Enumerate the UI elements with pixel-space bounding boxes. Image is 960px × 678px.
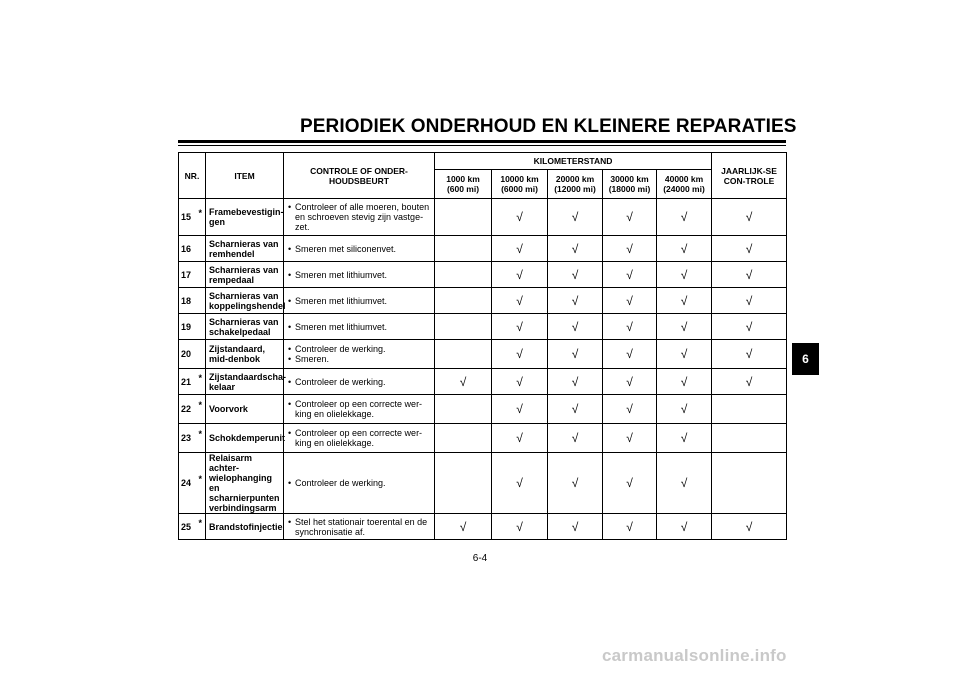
check-text: Controleer de werking. xyxy=(295,344,386,354)
interval-cell xyxy=(492,340,548,369)
interval-cell xyxy=(603,236,657,262)
check-mark-icon: √ xyxy=(626,347,633,361)
interval-km: 30000 km xyxy=(610,174,649,184)
check-line xyxy=(288,517,430,537)
check-mark-icon: √ xyxy=(459,519,467,534)
check-mark-icon: √ xyxy=(680,319,688,334)
check-mark-icon: √ xyxy=(680,210,688,224)
check-line xyxy=(288,399,430,419)
check-mark-icon: √ xyxy=(745,241,753,256)
interval-cell xyxy=(712,314,787,340)
check-line xyxy=(288,377,430,387)
row-nr xyxy=(179,514,206,540)
row-nr xyxy=(179,236,206,262)
bullet-icon: • xyxy=(288,376,292,387)
interval-cell xyxy=(492,453,548,514)
row-nr xyxy=(179,453,206,514)
interval-cell xyxy=(492,288,548,314)
interval-cell xyxy=(657,236,712,262)
interval-cell xyxy=(492,199,548,236)
interval-cell xyxy=(657,369,712,395)
row-nr-value: 19 xyxy=(181,321,192,332)
row-item: Scharnieras van rempedaal xyxy=(206,262,284,288)
table-row xyxy=(179,395,787,424)
interval-cell xyxy=(712,262,787,288)
interval-cell xyxy=(603,514,657,540)
interval-cell xyxy=(548,236,603,262)
row-nr xyxy=(179,262,206,288)
check-mark-icon: √ xyxy=(516,293,523,308)
interval-cell xyxy=(548,514,603,540)
header-interval xyxy=(657,170,712,199)
table-row xyxy=(179,369,787,395)
check-mark-icon: √ xyxy=(745,374,753,389)
interval-cell xyxy=(548,369,603,395)
interval-cell xyxy=(548,288,603,314)
interval-cell xyxy=(657,199,712,236)
row-star: * xyxy=(198,429,202,439)
row-nr-value: 17 xyxy=(181,269,192,280)
interval-cell xyxy=(657,453,712,514)
interval-cell xyxy=(603,288,657,314)
interval-cell xyxy=(435,369,492,395)
bullet-icon: • xyxy=(288,478,292,488)
table-row xyxy=(179,236,787,262)
row-item: Scharnieras van schakelpedaal xyxy=(206,314,284,340)
check-mark-icon: √ xyxy=(680,476,688,490)
check-mark-icon: √ xyxy=(571,267,579,282)
interval-cell xyxy=(712,453,787,514)
interval-cell xyxy=(435,395,492,424)
interval-cell xyxy=(603,262,657,288)
row-item: Zijstandaard, mid-denbok xyxy=(206,340,284,369)
row-check xyxy=(284,288,435,314)
interval-km: 40000 km xyxy=(664,174,704,184)
interval-cell xyxy=(712,514,787,540)
interval-cell xyxy=(712,340,787,369)
check-text: Smeren met siliconenvet. xyxy=(295,243,397,254)
title-rule xyxy=(178,140,786,143)
interval-cell xyxy=(712,236,787,262)
row-star: * xyxy=(198,517,202,528)
check-mark-icon: √ xyxy=(680,374,688,389)
row-nr-value: 16 xyxy=(181,243,192,254)
interval-mi: (6000 mi) xyxy=(501,184,538,194)
check-mark-icon: √ xyxy=(571,347,579,361)
table-row xyxy=(179,453,787,514)
chapter-tab: 6 xyxy=(792,343,819,375)
check-mark-icon: √ xyxy=(745,519,753,534)
row-item: Schokdemperunit xyxy=(206,424,284,453)
header-interval xyxy=(548,170,603,199)
check-text: Smeren met lithiumvet. xyxy=(295,295,388,306)
bullet-icon: • xyxy=(288,428,292,438)
interval-cell xyxy=(492,424,548,453)
row-nr-value: 25 xyxy=(181,521,192,532)
check-mark-icon: √ xyxy=(680,431,688,445)
check-mark-icon: √ xyxy=(626,476,633,490)
table-row xyxy=(179,424,787,453)
interval-cell xyxy=(657,424,712,453)
interval-cell xyxy=(657,262,712,288)
row-star: * xyxy=(198,208,202,218)
check-line xyxy=(288,322,430,332)
check-mark-icon: √ xyxy=(680,241,688,256)
check-mark-icon: √ xyxy=(516,241,523,256)
check-mark-icon: √ xyxy=(571,210,579,224)
header-check: CONTROLE OF ONDER-HOUDSBEURT xyxy=(284,153,435,199)
row-nr xyxy=(179,424,206,453)
interval-cell xyxy=(603,340,657,369)
check-line xyxy=(288,354,430,364)
bullet-icon: • xyxy=(288,321,292,332)
bullet-icon: • xyxy=(288,269,292,280)
check-text: Controleer of alle moeren, bouten en schroeven stevig zijn vastge-zet. xyxy=(295,202,430,232)
row-star: * xyxy=(198,400,202,410)
check-text: Smeren met lithiumvet. xyxy=(295,321,388,332)
check-mark-icon: √ xyxy=(745,210,753,224)
row-nr xyxy=(179,288,206,314)
row-star: * xyxy=(198,474,202,484)
check-line xyxy=(288,428,430,448)
interval-cell xyxy=(548,424,603,453)
check-text: Stel het stationair toerental en de synchronisatie af. xyxy=(295,516,428,537)
header-interval xyxy=(492,170,548,199)
interval-cell xyxy=(712,288,787,314)
check-mark-icon: √ xyxy=(626,374,633,389)
check-mark-icon: √ xyxy=(680,293,688,308)
interval-cell xyxy=(603,369,657,395)
check-mark-icon: √ xyxy=(571,402,579,416)
check-mark-icon: √ xyxy=(745,267,753,282)
check-line xyxy=(288,244,430,254)
interval-cell xyxy=(657,288,712,314)
header-interval xyxy=(603,170,657,199)
interval-km: 10000 km xyxy=(500,174,539,184)
check-mark-icon: √ xyxy=(626,431,633,445)
header-interval xyxy=(435,170,492,199)
header-annual-check: JAARLIJK-SE CON-TROLE xyxy=(712,153,787,199)
check-mark-icon: √ xyxy=(516,476,523,490)
interval-cell xyxy=(548,262,603,288)
row-nr xyxy=(179,395,206,424)
table-row xyxy=(179,199,787,236)
interval-cell xyxy=(657,514,712,540)
row-nr-value: 15 xyxy=(181,212,192,222)
check-mark-icon: √ xyxy=(571,293,579,308)
interval-cell xyxy=(435,514,492,540)
interval-cell xyxy=(492,236,548,262)
row-nr-value: 24 xyxy=(181,478,192,488)
check-text: Controleer op een correcte wer-king en olielekkage. xyxy=(295,428,423,448)
bullet-icon: • xyxy=(288,243,292,254)
row-check xyxy=(284,369,435,395)
table-row xyxy=(179,314,787,340)
bullet-icon: • xyxy=(288,354,292,364)
table-body xyxy=(179,199,787,540)
table-row xyxy=(179,288,787,314)
interval-cell xyxy=(657,340,712,369)
table-row xyxy=(179,340,787,369)
check-mark-icon: √ xyxy=(516,347,523,361)
interval-cell xyxy=(603,395,657,424)
check-mark-icon: √ xyxy=(680,347,688,361)
interval-km: 1000 km xyxy=(446,174,480,184)
check-mark-icon: √ xyxy=(516,519,523,534)
check-mark-icon: √ xyxy=(626,319,633,334)
row-nr-value: 21 xyxy=(181,376,192,387)
check-mark-icon: √ xyxy=(626,241,633,256)
check-line xyxy=(288,478,430,488)
check-text: Controleer de werking. xyxy=(295,478,386,488)
interval-cell xyxy=(435,199,492,236)
interval-cell xyxy=(603,199,657,236)
interval-cell xyxy=(435,262,492,288)
bullet-icon: • xyxy=(288,202,292,212)
table-row xyxy=(179,514,787,540)
check-line xyxy=(288,270,430,280)
bullet-icon: • xyxy=(288,295,292,306)
interval-cell xyxy=(603,453,657,514)
page-number: 6-4 xyxy=(472,553,488,564)
check-mark-icon: √ xyxy=(516,431,523,445)
interval-cell xyxy=(548,199,603,236)
row-item: Brandstofinjectie xyxy=(206,514,284,540)
check-mark-icon: √ xyxy=(516,374,523,389)
interval-mi: (600 mi) xyxy=(446,184,480,194)
interval-cell xyxy=(435,288,492,314)
interval-cell xyxy=(603,314,657,340)
interval-cell xyxy=(657,314,712,340)
interval-cell xyxy=(492,314,548,340)
row-nr xyxy=(179,340,206,369)
row-check xyxy=(284,424,435,453)
interval-mi: (24000 mi) xyxy=(663,184,705,194)
check-mark-icon: √ xyxy=(459,374,467,389)
check-mark-icon: √ xyxy=(571,319,579,334)
bullet-icon: • xyxy=(288,344,292,354)
check-mark-icon: √ xyxy=(571,519,579,534)
check-mark-icon: √ xyxy=(680,519,688,534)
header-item: ITEM xyxy=(206,153,284,199)
check-line xyxy=(288,202,430,232)
interval-cell xyxy=(435,453,492,514)
interval-cell xyxy=(712,369,787,395)
check-text: Smeren met lithiumvet. xyxy=(295,269,388,280)
check-mark-icon: √ xyxy=(516,210,523,224)
bullet-icon: • xyxy=(288,516,292,527)
interval-cell xyxy=(712,395,787,424)
check-mark-icon: √ xyxy=(745,319,753,334)
check-mark-icon: √ xyxy=(745,293,753,308)
row-nr-value: 20 xyxy=(181,349,192,359)
row-nr-value: 23 xyxy=(181,433,192,443)
row-check xyxy=(284,199,435,236)
row-nr-value: 18 xyxy=(181,295,192,306)
check-text: Controleer de werking. xyxy=(295,376,386,387)
interval-cell xyxy=(548,340,603,369)
interval-cell xyxy=(657,395,712,424)
interval-km: 20000 km xyxy=(555,174,595,184)
row-item: Voorvork xyxy=(206,395,284,424)
interval-cell xyxy=(492,369,548,395)
page-title: PERIODIEK ONDERHOUD EN KLEINERE REPARATIES xyxy=(300,116,797,137)
row-star: * xyxy=(198,372,202,383)
interval-mi: (18000 mi) xyxy=(608,184,651,194)
check-mark-icon: √ xyxy=(680,402,688,416)
interval-cell xyxy=(548,453,603,514)
interval-cell xyxy=(492,395,548,424)
row-check xyxy=(284,395,435,424)
check-mark-icon: √ xyxy=(626,267,633,282)
check-mark-icon: √ xyxy=(516,267,523,282)
interval-cell xyxy=(492,262,548,288)
row-nr xyxy=(179,314,206,340)
interval-cell xyxy=(435,314,492,340)
title-rule-thin xyxy=(178,145,786,146)
row-check xyxy=(284,514,435,540)
interval-cell xyxy=(435,340,492,369)
interval-cell xyxy=(435,236,492,262)
check-mark-icon: √ xyxy=(571,431,579,445)
row-check xyxy=(284,236,435,262)
check-line xyxy=(288,344,430,354)
interval-cell xyxy=(492,514,548,540)
watermark: carmanualsonline.info xyxy=(602,646,787,665)
check-mark-icon: √ xyxy=(626,293,633,308)
maintenance-table xyxy=(178,152,787,540)
row-check xyxy=(284,314,435,340)
interval-cell xyxy=(712,199,787,236)
check-line xyxy=(288,296,430,306)
row-item: Zijstandaardscha-kelaar xyxy=(206,369,284,395)
check-mark-icon: √ xyxy=(571,374,579,389)
check-text: Controleer op een correcte wer-king en olielekkage. xyxy=(295,399,423,419)
table-row xyxy=(179,262,787,288)
check-mark-icon: √ xyxy=(745,347,753,361)
bullet-icon: • xyxy=(288,399,292,409)
row-item: Scharnieras van koppelingshendel xyxy=(206,288,284,314)
check-mark-icon: √ xyxy=(516,319,523,334)
interval-mi: (12000 mi) xyxy=(554,184,596,194)
header-kilometerstand: KILOMETERSTAND xyxy=(435,153,712,170)
row-nr xyxy=(179,199,206,236)
interval-cell xyxy=(548,395,603,424)
row-check xyxy=(284,262,435,288)
check-mark-icon: √ xyxy=(680,267,688,282)
check-text: Smeren. xyxy=(295,354,330,364)
interval-cell xyxy=(603,424,657,453)
row-check xyxy=(284,453,435,514)
interval-cell xyxy=(548,314,603,340)
header-nr: NR. xyxy=(179,153,206,199)
check-mark-icon: √ xyxy=(571,241,579,256)
row-check xyxy=(284,340,435,369)
row-item: Scharnieras van remhendel xyxy=(206,236,284,262)
check-mark-icon: √ xyxy=(571,476,579,490)
row-item: Relaisarm achter-wielophanging en scharnierpunten verbindingsarm xyxy=(206,453,284,514)
check-mark-icon: √ xyxy=(516,402,523,416)
interval-cell xyxy=(435,424,492,453)
interval-cell xyxy=(712,424,787,453)
check-mark-icon: √ xyxy=(626,210,633,224)
row-nr xyxy=(179,369,206,395)
row-nr-value: 22 xyxy=(181,404,192,414)
row-item: Framebevestigin-gen xyxy=(206,199,284,236)
check-mark-icon: √ xyxy=(626,402,633,416)
check-mark-icon: √ xyxy=(626,519,633,534)
